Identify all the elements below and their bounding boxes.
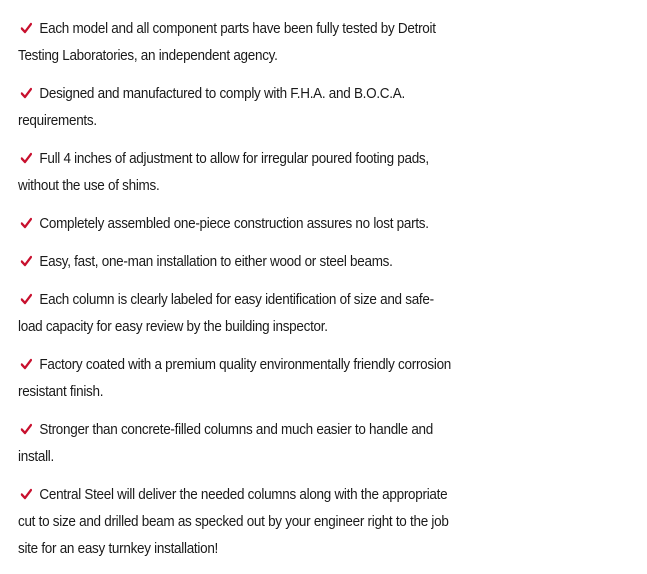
- feature-item-installation: [18, 249, 455, 276]
- feature-text: Factory coated with a premium quality environmentally friendly corrosion resistant finish.: [18, 357, 452, 400]
- checkmark-icon: [21, 358, 32, 370]
- feature-text: Stronger than concrete-filled columns and much easier to handle and install.: [18, 422, 433, 465]
- feature-text: Completely assembled one-piece construction assures no lost parts.: [39, 216, 429, 232]
- checkmark-icon: [21, 217, 32, 229]
- feature-item-tested: [18, 16, 455, 70]
- feature-text: Central Steel will deliver the needed columns along with the appropriate cut to size and drilled beam as specked out by your engineer right to the job site for an easy turnkey installation!: [18, 487, 449, 557]
- feature-item-delivery: [18, 482, 455, 563]
- checkmark-icon: [21, 87, 32, 99]
- checkmark-icon: [21, 22, 32, 34]
- feature-item-coating: [18, 352, 455, 406]
- checkmark-icon: [21, 488, 32, 500]
- feature-text: Designed and manufactured to comply with F.H.A. and B.O.C.A. requirements.: [18, 86, 405, 129]
- feature-item-adjustment: [18, 146, 455, 200]
- feature-text: Each model and all component parts have been fully tested by Detroit Testing Laboratories, an independent agency.: [18, 21, 436, 64]
- checkmark-icon: [21, 152, 32, 164]
- checkmark-icon: [21, 255, 32, 267]
- feature-text: Easy, fast, one-man installation to either wood or steel beams.: [39, 254, 393, 270]
- feature-list: [18, 16, 458, 574]
- feature-item-compliance: [18, 81, 455, 135]
- checkmark-icon: [21, 423, 32, 435]
- feature-item-stronger: [18, 417, 455, 471]
- feature-item-labeled: [18, 287, 455, 341]
- feature-text: Each column is clearly labeled for easy identification of size and safe-load capacity for easy review by the building inspector.: [18, 292, 434, 335]
- feature-text: Full 4 inches of adjustment to allow for irregular poured footing pads, without the use of shims.: [18, 151, 429, 194]
- feature-item-assembled: [18, 211, 455, 238]
- checkmark-icon: [21, 293, 32, 305]
